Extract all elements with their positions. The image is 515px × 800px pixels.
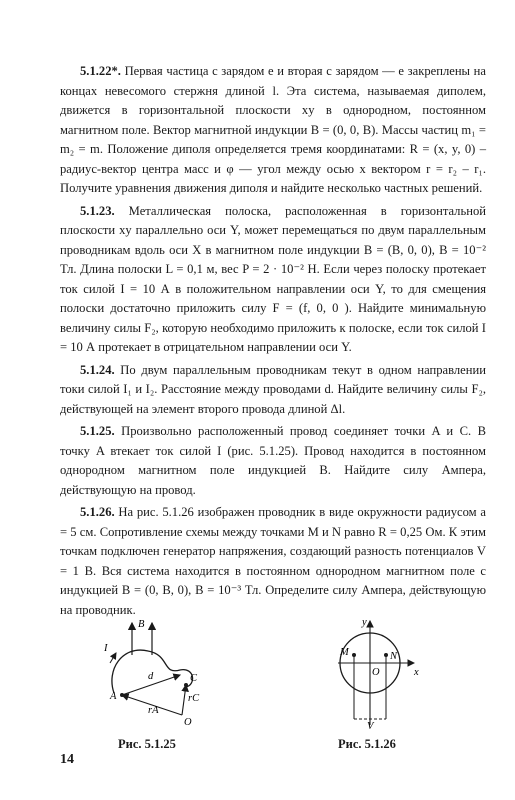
page-body [60, 62, 486, 623]
problem-number: 5.1.25. [80, 424, 115, 438]
problem-text: Произвольно расположенный провод соединяет точки A и C. В точку A втекает ток силой I (рис. 5.1.25). Провод находится в постоянном однородном магнитном поле индукцией B. Найдите силу Ампера, действующую на провод. [60, 424, 486, 497]
label-y: y [362, 617, 367, 628]
problem-number: 5.1.22*. [80, 64, 121, 78]
figures-area [60, 615, 486, 765]
label-o: O [372, 667, 380, 678]
caption-fig-5-1-26: Рис. 5.1.26 [338, 737, 396, 751]
label-b: B [138, 619, 145, 630]
problem-number: 5.1.26. [80, 505, 115, 519]
problem-number: 5.1.24. [80, 362, 115, 377]
page-number: 14 [60, 752, 74, 767]
current-arrow [110, 653, 116, 663]
point-c [184, 683, 188, 687]
rc-vector [182, 685, 186, 715]
label-ra: rA [148, 705, 159, 716]
label-n: N [390, 651, 398, 662]
caption-fig-5-1-25: Рис. 5.1.25 [118, 737, 176, 751]
problem-text: Металлическая полоска, расположенная в горизонтальной плоскости xy параллельно оси Y, может перемещаться по двум параллельным проводникам вдоль оси X в магнитном поле индукции B = (B, 0, 0), B = 10⁻² Тл. Длина полоски L = 0,1 м, вес P = 2 · 10⁻² Н. Если через полоску протекает ток силой I = 10 А в положительном направлении оси Y, то для смещения полоски достаточно приложить силу F = (f, 0, 0 ). Найдите минимальную величину силы F₂, которую необходимо приложить к полоске, если ток силой I = 10 А протекает в отрицательном направлении оси Y. [60, 203, 486, 354]
label-o: O [184, 717, 192, 725]
label-a: A [110, 691, 117, 702]
problem-5-1-26 [60, 503, 486, 620]
problem-5-1-25 [60, 422, 486, 500]
problem-text: Первая частица с зарядом e и вторая с зарядом — e закреплены на концах невесомого стержня длиной l. Эта система, называемая диполем, движется в горизонтальной плоскости xy в однородном, постоянном магнитном поле. Вектор магнитной индукции B = (0, 0, B). Массы частиц m₁ = m₂ = m. Положение диполя определяется тремя координатами: R = (x, y, 0) – радиус-вектор центра масс и φ — угол между осью x вектором r = r₂ – r₁. Получите уравнения движения диполя и найдите несколько частных решений. [60, 64, 486, 195]
problem-text: На рис. 5.1.26 изображен проводник в виде окружности радиусом a = 5 см. Сопротивление схемы между точками M и N равно R = 0,25 Ом. К этим точкам подключен генератор напряжения, создающий разность потенциалов V = 1 В. Вся система находится в постоянном однородном магнитном поле с индукцией B = (0, B, 0), B = 10⁻³ Тл. Определите силу Ампера, действующую на проводник. [60, 505, 486, 617]
label-i: I [104, 643, 108, 654]
problem-number: 5.1.23. [80, 203, 115, 218]
figure-5-1-26 [320, 615, 440, 735]
problem-5-1-24 [60, 361, 486, 420]
problem-5-1-22 [60, 62, 486, 199]
point-a [120, 693, 124, 697]
label-rc: rC [188, 693, 200, 704]
label-m: M [340, 647, 349, 658]
figure-5-1-25 [100, 615, 230, 725]
label-v: V [367, 721, 374, 732]
problem-5-1-23 [60, 202, 486, 358]
label-x: x [414, 667, 419, 678]
label-d: d [148, 671, 154, 682]
problem-text: По двум параллельным проводникам текут в одном направлении токи силой I₁ и I₂. Расстояние между проводами d. Найдите величину силы F₂, действующей на элемент второго провода длиной Δl. [60, 362, 486, 416]
label-c: C [190, 673, 198, 684]
